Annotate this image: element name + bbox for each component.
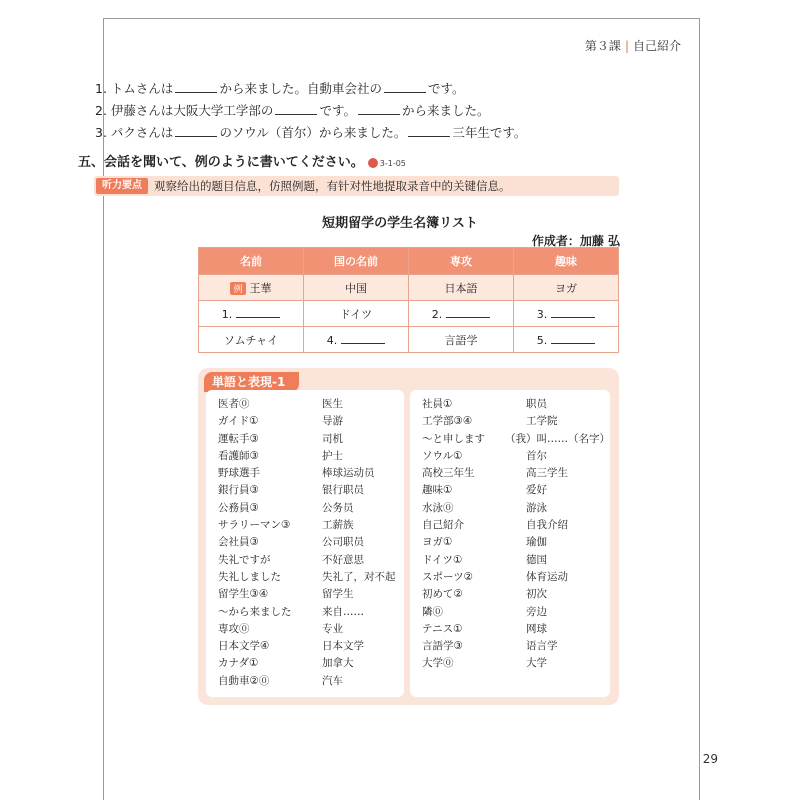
list-item: ～と申します （我）叫……（名字） [422,432,610,445]
column-header: 趣味 [514,248,619,275]
list-item: 専攻⓪ 专业 [218,622,343,635]
list-item: スポーツ② 体育运动 [422,570,568,583]
list-item: 大学⓪ 大学 [422,657,547,670]
list-item: 失礼ですが 不好意思 [218,553,364,566]
answer-blank[interactable] [551,307,595,318]
list-item: 自己紹介 自我介绍 [422,519,568,532]
list-item: 会社員③ 公司职员 [218,536,364,549]
column-header: 国の名前 [304,248,409,275]
list-item: ソウル① 首尔 [422,449,547,462]
answer-blank[interactable] [236,307,280,318]
answer-blank[interactable] [408,124,450,137]
table-row: ソムチャイ 4. 言語学 5. [199,327,619,353]
list-item: 看護師③ 护士 [218,449,343,462]
list-item: カナダ① 加拿大 [218,657,354,670]
list-item: 日本文学④ 日本文学 [218,640,364,653]
list-item: 言語学③ 语言学 [422,640,558,653]
answer-blank[interactable] [341,333,385,344]
roster-author: 作成者：加藤 弘 [531,234,620,248]
list-item: 野球選手 棒球运动员 [218,467,375,480]
answer-blank[interactable] [551,333,595,344]
list-item: 自動車②⓪ 汽车 [218,674,343,687]
table-row: 1. ドイツ 2. 3. [199,301,619,327]
answer-blank[interactable] [275,102,317,115]
lesson-number: 第３課 [584,39,621,53]
vocabulary-list-left [206,390,404,697]
list-item: ～から来ました 来自…… [218,605,364,618]
vocabulary-box [198,368,619,705]
list-item: 社員① 职员 [422,398,547,410]
table-row: 例 王華 中国 日本語 ヨガ [199,275,619,301]
list-item: サラリーマン③ 工薪族 [218,519,354,532]
column-header: 専攻 [409,248,514,275]
hint-tag: 听力要点 [96,178,148,194]
listening-hint [94,176,619,196]
list-item: ヨガ① 瑜伽 [422,536,547,549]
question-item: 1. トムさんは から来ました。自動車会社の です。 [95,81,465,96]
list-item: 初めて② 初次 [422,588,547,601]
list-item: 運転手③ 司机 [218,432,343,445]
section-title: 五、会話を聞いて、例のように書いてください。 3-1-05 [78,155,406,170]
answer-blank[interactable] [358,102,400,115]
answer-blank[interactable] [384,80,426,93]
list-item: ガイド① 导游 [218,415,343,428]
question-list [95,78,526,144]
list-item: 留学生③④ 留学生 [218,588,354,601]
list-item: 工学部③④ 工学院 [422,415,558,428]
list-item: 公務員③ 公务员 [218,501,354,514]
answer-blank[interactable] [175,80,217,93]
list-item: 医者⓪ 医生 [218,398,343,410]
vocabulary-title: 単語と表現-1 [204,372,299,392]
lesson-title: 自己紹介 [632,39,681,53]
list-item: 隣⓪ 旁边 [422,605,547,618]
question-item: 2. 伊藤さんは大阪大学工学部の です。 から来ました。 [95,103,490,118]
student-roster-table [198,247,619,353]
answer-blank[interactable] [446,307,490,318]
example-badge: 例 [230,282,245,295]
column-header: 名前 [199,248,304,275]
list-item: テニス① 网球 [422,622,547,635]
page-header: 第３課 | 自己紹介 [584,39,681,53]
hint-text: 观察给出的题目信息，仿照例题，有针对性地提取录音中的关键信息。 [154,179,511,193]
audio-icon[interactable] [368,158,378,168]
list-item: 高校三年生 高三学生 [422,467,568,480]
list-item: 趣味① 爱好 [422,484,547,497]
answer-blank[interactable] [175,124,217,137]
question-item: 3. パクさんは のソウル（首尔）から来ました。 三年生です。 [95,125,527,140]
page-number: 29 [702,752,718,766]
vocabulary-list-right [410,390,610,697]
list-item: 失礼しました 失礼了，对不起 [218,570,396,583]
list-item: 銀行員③ 银行职员 [218,484,364,497]
roster-title: 短期留学の学生名簿リスト [322,216,478,231]
list-item: 水泳⓪ 游泳 [422,501,547,514]
audio-code: 3-1-05 [379,159,406,168]
list-item: ドイツ① 德国 [422,553,547,566]
